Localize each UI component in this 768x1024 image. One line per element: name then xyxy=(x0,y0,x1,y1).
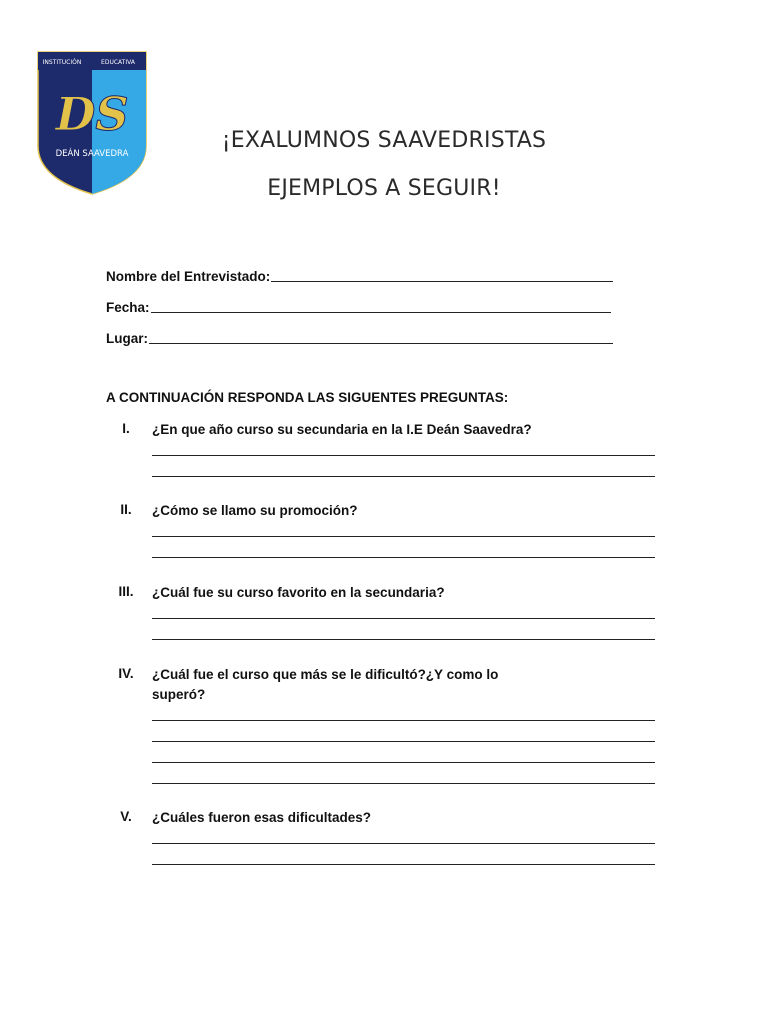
question-4-number: IV. xyxy=(118,666,134,681)
question-2-number: II. xyxy=(120,502,132,517)
school-logo xyxy=(36,50,148,196)
place-line[interactable] xyxy=(149,343,613,344)
place-field[interactable] xyxy=(106,328,613,346)
answer-line[interactable] xyxy=(152,843,655,844)
place-label: Lugar: xyxy=(106,331,148,346)
answer-line[interactable] xyxy=(152,783,655,784)
question-3-text: ¿Cuál fue su curso favorito en la secundaria? xyxy=(152,585,445,600)
logo-monogram: DS xyxy=(55,87,129,141)
answer-line[interactable] xyxy=(152,741,655,742)
answer-line[interactable] xyxy=(152,762,655,763)
answer-line[interactable] xyxy=(152,536,655,537)
date-line[interactable] xyxy=(151,312,611,313)
interviewee-name-field[interactable] xyxy=(106,266,613,284)
answer-line[interactable] xyxy=(152,864,655,865)
logo-top-right-text: EDUCATIVA xyxy=(101,59,135,66)
question-2-text: ¿Cómo se llamo su promoción? xyxy=(152,503,358,518)
answer-line[interactable] xyxy=(152,639,655,640)
logo-bottom-text: DEÁN SAAVEDRA xyxy=(55,149,129,159)
instructions-heading: A CONTINUACIÓN RESPONDA LAS SIGUENTES PREGUNTAS: xyxy=(106,390,509,405)
answer-line[interactable] xyxy=(152,455,655,456)
answer-line[interactable] xyxy=(152,720,655,721)
page-title-line1: ¡EXALUMNOS SAAVEDRISTAS xyxy=(221,128,547,153)
question-1-number: I. xyxy=(122,421,130,436)
date-field[interactable] xyxy=(106,297,611,315)
question-1-text: ¿En que año curso su secundaria en la I.E Deán Saavedra? xyxy=(152,422,532,437)
question-4-text-line2: superó? xyxy=(152,687,206,702)
answer-line[interactable] xyxy=(152,476,655,477)
logo-top-left-text: INSTITUCIÓN xyxy=(42,59,82,66)
question-3-number: III. xyxy=(118,584,134,599)
date-label: Fecha: xyxy=(106,300,150,315)
interviewee-name-label: Nombre del Entrevistado: xyxy=(106,269,271,284)
question-4-text-line1: ¿Cuál fue el curso que más se le dificultó?¿Y como lo xyxy=(152,667,499,682)
interviewee-name-line[interactable] xyxy=(271,281,613,282)
question-5-text: ¿Cuáles fueron esas dificultades? xyxy=(152,810,372,825)
page-title-line2: EJEMPLOS A SEGUIR! xyxy=(267,176,501,201)
answer-line[interactable] xyxy=(152,557,655,558)
question-5-number: V. xyxy=(120,809,132,824)
answer-line[interactable] xyxy=(152,618,655,619)
